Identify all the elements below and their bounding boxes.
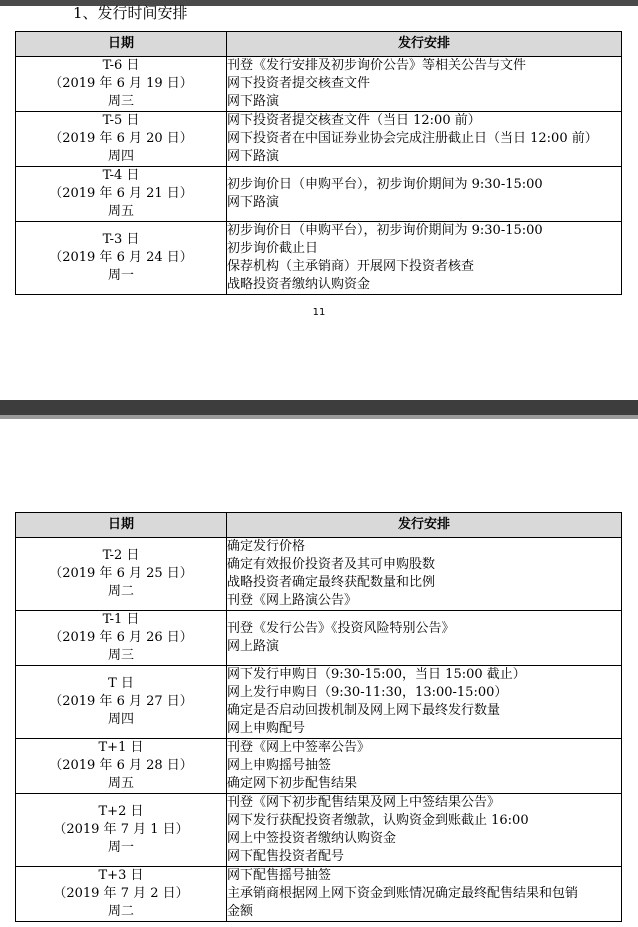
calendar-date: （2019 年 6 月 20 日） — [49, 131, 193, 146]
table-row — [16, 739, 622, 794]
date-cell — [16, 867, 227, 922]
table-row — [16, 57, 622, 112]
day-label: T+1 日 — [98, 740, 144, 755]
table-row — [16, 112, 622, 167]
table-row — [16, 611, 622, 666]
arrangement-item: 确定有效报价投资者及其可申购股数 — [227, 557, 436, 572]
calendar-date: （2019 年 6 月 25 日） — [49, 566, 193, 581]
date-cell — [16, 666, 227, 739]
day-label: T-5 日 — [102, 113, 140, 128]
table-row — [16, 867, 622, 922]
date-cell — [16, 57, 227, 112]
arrangement-item: 刊登《网上中签率公告》 — [227, 740, 371, 755]
day-label: T-2 日 — [102, 548, 140, 563]
arrangement-item: 金额 — [227, 904, 254, 919]
arrangement-item: 确定网下初步配售结果 — [227, 776, 358, 791]
arrangement-item: 网下投资者提交核查文件 — [227, 76, 371, 91]
arrangement-item: 网下发行申购日（9:30-15:00，当日 15:00 截止） — [227, 667, 526, 682]
arrangement-item: 网下配售投资者配号 — [227, 849, 345, 864]
arrangement-item: 网下发行获配投资者缴款，认购资金到账截止 16:00 — [227, 813, 529, 828]
weekday-label: 周四 — [107, 149, 134, 164]
table-header-row — [16, 513, 622, 538]
arrangement-item: 刊登《发行公告》《投资风险特别公告》 — [227, 621, 455, 636]
calendar-date: （2019 年 7 月 1 日） — [53, 822, 189, 837]
table-row — [16, 666, 622, 739]
day-label: T+2 日 — [98, 804, 144, 819]
date-cell — [16, 611, 227, 666]
table-row — [16, 794, 622, 867]
date-cell — [16, 538, 227, 611]
arrangement-item: 网下路演 — [227, 149, 280, 164]
day-label: T 日 — [108, 676, 134, 691]
calendar-date: （2019 年 6 月 27 日） — [49, 694, 193, 709]
arrangement-item: 主承销商根据网上网下资金到账情况确定最终配售结果和包销 — [227, 886, 579, 901]
arrangement-item: 战略投资者确定最终获配数量和比例 — [227, 575, 436, 590]
arrangement-cell — [227, 739, 622, 794]
weekday-label: 周一 — [107, 268, 134, 283]
arrangement-item: 网上申购摇号抽签 — [227, 758, 332, 773]
arrangement-item: 网下投资者提交核查文件（当日 12:00 前） — [227, 113, 481, 128]
arrangement-cell — [227, 222, 622, 295]
table-row — [16, 222, 622, 295]
date-cell — [16, 739, 227, 794]
arrangement-cell — [227, 867, 622, 922]
header-arrangement: 发行安排 — [227, 513, 622, 538]
arrangement-item: 网下路演 — [227, 195, 280, 210]
day-label: T-1 日 — [102, 612, 140, 627]
arrangement-item: 保荐机构（主承销商）开展网下投资者核查 — [227, 259, 475, 274]
arrangement-item: 初步询价日（申购平台），初步询价期间为 9:30-15:00 — [227, 223, 543, 238]
arrangement-item: 刊登《网上路演公告》 — [227, 593, 358, 608]
page-number: 11 — [312, 307, 326, 318]
header-date: 日期 — [16, 513, 227, 538]
arrangement-cell — [227, 666, 622, 739]
calendar-date: （2019 年 6 月 26 日） — [49, 630, 193, 645]
weekday-label: 周三 — [107, 648, 134, 663]
arrangement-item: 网上中签投资者缴纳认购资金 — [227, 831, 397, 846]
weekday-label: 周二 — [107, 904, 134, 919]
arrangement-item: 网下配售摇号抽签 — [227, 868, 332, 883]
arrangement-item: 确定发行价格 — [227, 539, 306, 554]
schedule-table-2 — [15, 512, 622, 922]
day-label: T-4 日 — [102, 168, 140, 183]
header-arrangement: 发行安排 — [227, 32, 622, 57]
arrangement-item: 刊登《网下初步配售结果及网上中签结果公告》 — [227, 795, 501, 810]
arrangement-item: 网上申购配号 — [227, 721, 306, 736]
arrangement-item: 网下投资者在中国证券业协会完成注册截止日（当日 12:00 前） — [227, 131, 598, 146]
arrangement-cell — [227, 167, 622, 222]
calendar-date: （2019 年 7 月 2 日） — [53, 886, 189, 901]
page-separator — [0, 400, 638, 415]
schedule-table-1 — [15, 31, 622, 295]
day-label: T+3 日 — [98, 868, 144, 883]
table-row — [16, 167, 622, 222]
arrangement-cell — [227, 112, 622, 167]
arrangement-item: 初步询价截止日 — [227, 241, 319, 256]
arrangement-item: 网下路演 — [227, 94, 280, 109]
section-heading: 1、发行时间安排 — [73, 4, 188, 22]
header-date: 日期 — [16, 32, 227, 57]
weekday-label: 周三 — [107, 94, 134, 109]
arrangement-cell — [227, 57, 622, 112]
table-header-row — [16, 32, 622, 57]
arrangement-item: 战略投资者缴纳认购资金 — [227, 277, 371, 292]
table-row — [16, 538, 622, 611]
date-cell — [16, 794, 227, 867]
arrangement-item: 网上发行申购日（9:30-11:30，13:00-15:00） — [227, 685, 508, 700]
arrangement-item: 网上路演 — [227, 639, 280, 654]
weekday-label: 周一 — [107, 840, 134, 855]
calendar-date: （2019 年 6 月 24 日） — [49, 250, 193, 265]
arrangement-cell — [227, 611, 622, 666]
arrangement-cell — [227, 538, 622, 611]
weekday-label: 周四 — [107, 712, 134, 727]
calendar-date: （2019 年 6 月 21 日） — [49, 186, 193, 201]
arrangement-item: 初步询价日（申购平台），初步询价期间为 9:30-15:00 — [227, 177, 543, 192]
calendar-date: （2019 年 6 月 19 日） — [49, 76, 193, 91]
arrangement-item: 确定是否启动回拨机制及网上网下最终发行数量 — [227, 703, 501, 718]
calendar-date: （2019 年 6 月 28 日） — [49, 758, 193, 773]
arrangement-cell — [227, 794, 622, 867]
weekday-label: 周五 — [107, 204, 134, 219]
day-label: T-3 日 — [102, 232, 140, 247]
arrangement-item: 刊登《发行安排及初步询价公告》等相关公告与文件 — [227, 58, 527, 73]
date-cell — [16, 112, 227, 167]
date-cell — [16, 222, 227, 295]
weekday-label: 周五 — [107, 776, 134, 791]
weekday-label: 周二 — [107, 584, 134, 599]
date-cell — [16, 167, 227, 222]
day-label: T-6 日 — [102, 58, 140, 73]
